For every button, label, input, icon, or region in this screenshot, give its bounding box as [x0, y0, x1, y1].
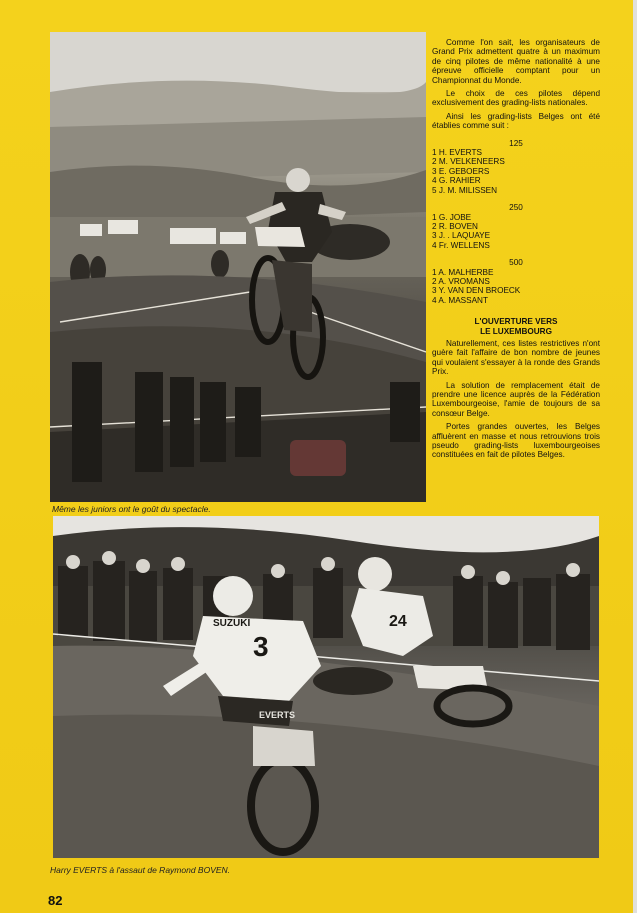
- rider-125-3: 3 E. GEBOERS: [432, 166, 490, 176]
- intro-paragraph-1: Comme l'on sait, les organisateurs de Grand Prix admettent quatre à un maximum de cinq pilotes de même nationalité à une épreuve officielle comptant pour un Championnat du Monde.: [432, 38, 600, 85]
- rider-500-2: 2 A. VROMANS: [432, 276, 490, 286]
- rider-250-3: 3 J. . LAQUAYE: [432, 231, 491, 241]
- rider-500-4: 4 A. MASSANT: [432, 295, 488, 305]
- rider-125-5: 5 J. M. MILISSEN: [432, 185, 498, 195]
- section-heading-line-1: L'OUVERTURE VERS: [474, 317, 558, 327]
- photo-caption-2: Harry EVERTS à l'assaut de Raymond BOVEN.: [50, 865, 231, 875]
- rider-125-1: 1 H. EVERTS: [432, 148, 482, 158]
- page-number: 82: [48, 893, 63, 908]
- photo-caption-1: Même les juniors ont le goût du spectacle.: [52, 504, 211, 514]
- rider-125-4: 4 G. RAHIER: [432, 176, 481, 186]
- category-title-500: 500: [509, 258, 523, 268]
- rider-500-3: 3 Y. VAN DEN BROECK: [432, 286, 521, 296]
- rider-3-bib: 3: [253, 631, 269, 662]
- page-edge: [633, 0, 637, 913]
- rider-250-4: 4 Fr. WELLENS: [432, 240, 490, 250]
- photo-everts-boven: [53, 516, 599, 858]
- rider-list-125: [432, 148, 600, 195]
- intro-paragraph-2: Le choix de ces pilotes dépend exclusivement des grading-lists nationales.: [432, 89, 600, 108]
- article-column: [432, 38, 600, 464]
- rider-24-bib: 24: [389, 613, 407, 630]
- category-title-125: 125: [509, 138, 523, 148]
- photo-everts-boven-image: [53, 516, 599, 858]
- rider-125-2: 2 M. VELKENEERS: [432, 157, 505, 167]
- photo-junior-jump: [50, 32, 426, 502]
- category-title-250: 250: [509, 203, 523, 213]
- body-paragraph-3: Portes grandes ouvertes, les Belges affluèrent en masse et nous retrouvions trois pseudo grading-lists luxembourgeoises constituées en fait de pilotes Belges.: [432, 422, 600, 460]
- body-paragraph-2: La solution de remplacement était de prendre une licence auprès de la Fédération Luxembourgeoise, l'amie de toujours de sa consœur Belge.: [432, 380, 600, 418]
- section-heading: [432, 317, 600, 336]
- body-paragraph-1: Naturellement, ces listes restrictives n'ont guère fait l'affaire de bon nombre de jeunes qui voulaient s'essayer à la ronde des Grands Prix.: [432, 338, 600, 377]
- rider-list-250: [432, 213, 600, 251]
- rider-250-1: 1 G. JOBE: [432, 212, 472, 222]
- photo-junior-jump-image: [50, 32, 426, 502]
- rider-500-1: 1 A. MALHERBE: [432, 267, 494, 277]
- rider-list-500: [432, 268, 600, 306]
- intro-paragraph-3: Ainsi les grading-lists Belges ont été établies comme suit :: [432, 111, 600, 131]
- rider-250-2: 2 R. BOVEN: [432, 221, 478, 231]
- rider-3-name: EVERTS: [259, 710, 296, 720]
- section-heading-line-2: LE LUXEMBOURG: [480, 326, 552, 336]
- rider-3-brand: SUZUKI: [213, 618, 251, 629]
- library-stamp: [290, 440, 346, 476]
